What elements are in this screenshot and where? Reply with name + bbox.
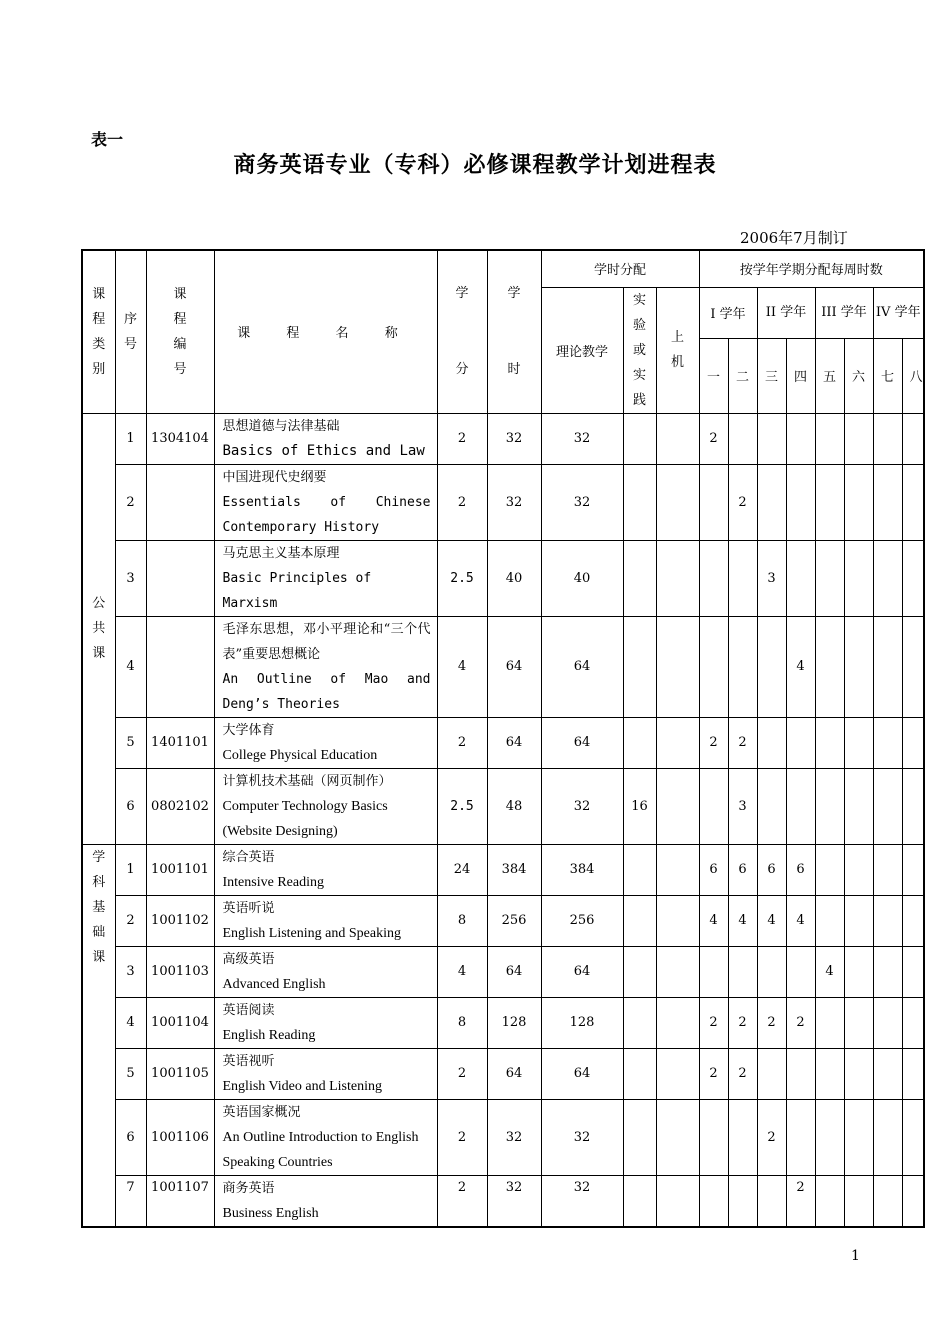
cell-t2: 6 [728,844,757,895]
header-category-text: 课程类别 [92,286,106,377]
cell-practice [623,895,656,946]
page-number: 1 [851,1248,860,1264]
cell-t5 [815,1048,844,1099]
cell-t1 [699,616,728,717]
header-term-4: 四 [786,338,815,413]
cell-t8 [902,540,924,616]
cell-credit: 8 [437,997,487,1048]
cell-t1 [699,1099,728,1175]
cell-t3: 4 [757,895,786,946]
header-computer [656,287,699,413]
cell-t5 [815,717,844,768]
course-name-cn: 思想道德与法律基础 [222,418,340,434]
cell-theory: 128 [541,997,623,1048]
cell-hours: 32 [487,1099,541,1175]
page-title: 商务英语专业（专科）必修课程教学计划进程表 [233,152,717,178]
cell-t3 [757,717,786,768]
cell-credit: 4 [437,616,487,717]
cell-hours: 32 [487,1175,541,1227]
cell-t8 [902,895,924,946]
cell-t3 [757,1175,786,1227]
course-name-cn: 综合英语 [222,849,275,865]
cell-t4 [786,413,815,464]
cell-t4: 4 [786,895,815,946]
cell-theory: 32 [541,768,623,844]
cell-t8 [902,1175,924,1227]
cell-code: 1001101 [146,844,214,895]
cell-computer [656,1175,699,1227]
cell-t2: 2 [728,717,757,768]
cell-t8 [902,1099,924,1175]
table-row [82,1099,924,1175]
header-weekly: 按学年学期分配每周时数 [699,250,924,287]
table-row [82,540,924,616]
table-row [82,413,924,464]
cell-hours: 256 [487,895,541,946]
cell-theory: 32 [541,1099,623,1175]
group-public [82,413,115,844]
cell-t8 [902,616,924,717]
cell-t6 [844,413,873,464]
header-term-2: 二 [728,338,757,413]
cell-theory: 40 [541,540,623,616]
cell-seq: 6 [115,768,146,844]
header-year-3: III 学年 [815,287,873,338]
course-name-en: An Outline of Mao and Deng’s Theories [222,671,431,712]
table-row [82,844,924,895]
cell-seq: 1 [115,413,146,464]
cell-hours: 64 [487,1048,541,1099]
group-label: 公共课 [92,596,106,661]
cell-t2: 2 [728,1048,757,1099]
course-name-en: English Video and Listening [222,1078,382,1094]
cell-t5 [815,895,844,946]
header-term-3: 三 [757,338,786,413]
course-name-cn: 中国进现代史纲要 [222,469,327,485]
cell-t3: 6 [757,844,786,895]
cell-t8 [902,1048,924,1099]
cell-t4 [786,1099,815,1175]
cell-t5 [815,616,844,717]
cell-t4: 4 [786,616,815,717]
header-practice-text: 实验或实践 [632,292,646,408]
cell-computer [656,616,699,717]
course-name-cn: 英语国家概况 [222,1104,301,1120]
cell-course-name [214,895,437,946]
cell-theory: 64 [541,1048,623,1099]
cell-code: 1001102 [146,895,214,946]
group-label: 学科基础课 [92,849,106,965]
header-term-7: 七 [873,338,902,413]
cell-t7 [873,895,902,946]
header-code-text: 课程编号 [173,286,187,377]
cell-t6 [844,616,873,717]
cell-hours: 64 [487,616,541,717]
cell-theory: 64 [541,717,623,768]
course-name-cn: 马克思主义基本原理 [222,545,340,561]
cell-t1: 2 [699,1048,728,1099]
cell-credit: 2 [437,1048,487,1099]
cell-seq: 2 [115,464,146,540]
cell-t1 [699,946,728,997]
table-row [82,997,924,1048]
cell-t4: 2 [786,1175,815,1227]
cell-theory: 32 [541,464,623,540]
cell-practice [623,413,656,464]
course-name-en: English Reading [222,1027,316,1043]
cell-t6 [844,1175,873,1227]
cell-practice [623,1099,656,1175]
cell-computer [656,717,699,768]
cell-code: 1001104 [146,997,214,1048]
cell-credit: 24 [437,844,487,895]
cell-t2 [728,1099,757,1175]
cell-practice [623,464,656,540]
course-name-cn: 商务英语 [222,1180,275,1196]
cell-t6 [844,946,873,997]
course-name-cn: 计算机技术基础（网页制作） [222,773,392,789]
cell-t3 [757,464,786,540]
cell-code [146,464,214,540]
cell-practice [623,1175,656,1227]
course-name-cn: 毛泽东思想，邓小平理论和“三个代表”重要思想概论 [222,621,431,662]
course-name-en: An Outline Introduction to English Speaking Countries [222,1129,419,1170]
cell-t7 [873,413,902,464]
course-name-en: Basics of Ethics and Law [222,442,425,459]
cell-course-name [214,616,437,717]
cell-practice [623,844,656,895]
cell-t6 [844,768,873,844]
header-hours-text: 学时 [507,285,521,377]
cell-t2 [728,1175,757,1227]
group-basic [82,844,115,1227]
cell-seq: 7 [115,1175,146,1227]
cell-t5 [815,1099,844,1175]
cell-t7 [873,768,902,844]
cell-course-name [214,768,437,844]
cell-t1 [699,1175,728,1227]
cell-code [146,540,214,616]
cell-course-name [214,1175,437,1227]
cell-credit: 4 [437,946,487,997]
cell-t6 [844,464,873,540]
table-row [82,895,924,946]
course-name-cn: 大学体育 [222,722,275,738]
cell-t1 [699,768,728,844]
cell-course-name [214,1099,437,1175]
header-name-text: 课 程 名 称 [237,326,414,342]
cell-t7 [873,616,902,717]
table-row [82,717,924,768]
cell-course-name [214,540,437,616]
cell-seq: 3 [115,540,146,616]
cell-t5 [815,413,844,464]
table-row [82,616,924,717]
cell-t2: 4 [728,895,757,946]
header-category [82,250,115,413]
cell-computer [656,413,699,464]
cell-t2: 2 [728,997,757,1048]
table-row [82,464,924,540]
cell-t2: 2 [728,464,757,540]
cell-theory: 256 [541,895,623,946]
cell-t3 [757,616,786,717]
cell-t8 [902,464,924,540]
cell-t7 [873,1048,902,1099]
course-name-en: Computer Technology Basics (Website Designing) [222,798,388,839]
course-name-cn: 高级英语 [222,951,275,967]
cell-credit: 2 [437,717,487,768]
cell-t4 [786,1048,815,1099]
cell-t4: 6 [786,844,815,895]
cell-t7 [873,997,902,1048]
cell-seq: 3 [115,946,146,997]
cell-t4 [786,768,815,844]
cell-t3 [757,413,786,464]
table-row [82,1048,924,1099]
cell-computer [656,1048,699,1099]
cell-t2 [728,540,757,616]
cell-t2: 3 [728,768,757,844]
cell-theory: 32 [541,413,623,464]
header-credit [437,250,487,413]
cell-seq: 5 [115,717,146,768]
cell-course-name [214,717,437,768]
cell-t5 [815,768,844,844]
cell-hours: 40 [487,540,541,616]
cell-t2 [728,946,757,997]
cell-computer [656,1099,699,1175]
header-code [146,250,214,413]
cell-t5 [815,1175,844,1227]
header-term-8: 八 [902,338,924,413]
cell-t7 [873,540,902,616]
header-year-1: I 学年 [699,287,757,338]
cell-t5 [815,540,844,616]
cell-t8 [902,413,924,464]
cell-theory: 64 [541,616,623,717]
course-name-en: Basic Principles of Marxism [222,570,372,611]
header-term-1: 一 [699,338,728,413]
cell-t3 [757,946,786,997]
cell-t7 [873,717,902,768]
cell-course-name [214,844,437,895]
header-term-5: 五 [815,338,844,413]
cell-t6 [844,895,873,946]
cell-t5 [815,464,844,540]
cell-hours: 384 [487,844,541,895]
cell-t1 [699,464,728,540]
cell-t3: 2 [757,997,786,1048]
cell-credit: 2 [437,1175,487,1227]
cell-credit: 2.5 [437,540,487,616]
course-name-en: Advanced English [222,976,326,992]
cell-t5: 4 [815,946,844,997]
header-credit-text: 学分 [455,285,469,377]
cell-course-name [214,946,437,997]
cell-seq: 2 [115,895,146,946]
header-seq [115,250,146,413]
cell-t3 [757,1048,786,1099]
cell-t1: 6 [699,844,728,895]
cell-t1: 2 [699,717,728,768]
cell-t7 [873,1175,902,1227]
cell-t8 [902,997,924,1048]
header-seq-text: 序号 [123,311,137,352]
cell-seq: 5 [115,1048,146,1099]
cell-t8 [902,946,924,997]
course-name-en: English Listening and Speaking [222,925,401,941]
header-name [214,250,437,413]
cell-practice [623,540,656,616]
cell-t6 [844,997,873,1048]
course-name-cn: 英语视听 [222,1053,275,1069]
cell-seq: 6 [115,1099,146,1175]
course-name-cn: 英语阅读 [222,1002,275,1018]
cell-t7 [873,844,902,895]
course-name-en: Intensive Reading [222,874,324,890]
table-row [82,946,924,997]
cell-computer [656,768,699,844]
cell-computer [656,844,699,895]
cell-hours: 32 [487,413,541,464]
cell-computer [656,540,699,616]
cell-t7 [873,1099,902,1175]
cell-t1 [699,540,728,616]
cell-credit: 2 [437,464,487,540]
cell-seq: 1 [115,844,146,895]
cell-t6 [844,844,873,895]
cell-hours: 64 [487,717,541,768]
cell-t6 [844,717,873,768]
cell-t1: 2 [699,997,728,1048]
cell-practice: 16 [623,768,656,844]
cell-t4 [786,464,815,540]
cell-practice [623,946,656,997]
cell-t4: 2 [786,997,815,1048]
cell-theory: 32 [541,1175,623,1227]
header-practice [623,287,656,413]
header-year-4: IV 学年 [873,287,924,338]
cell-code: 1401101 [146,717,214,768]
cell-hours: 48 [487,768,541,844]
cell-seq: 4 [115,616,146,717]
cell-t7 [873,464,902,540]
cell-t1: 2 [699,413,728,464]
cell-t4 [786,717,815,768]
cell-computer [656,895,699,946]
cell-t3: 3 [757,540,786,616]
course-name-en: Essentials of Chinese Contemporary History [222,494,431,535]
cell-theory: 64 [541,946,623,997]
cell-t1: 4 [699,895,728,946]
course-name-en: College Physical Education [222,747,378,763]
cell-code: 1001103 [146,946,214,997]
table-label: 表一 [91,130,124,149]
cell-course-name [214,413,437,464]
cell-t5 [815,997,844,1048]
header-computer-text: 上机 [670,330,684,370]
cell-hours: 32 [487,464,541,540]
cell-t4 [786,946,815,997]
table-row [82,1175,924,1227]
cell-t4 [786,540,815,616]
cell-hours: 128 [487,997,541,1048]
cell-t7 [873,946,902,997]
cell-t8 [902,844,924,895]
header-term-6: 六 [844,338,873,413]
cell-practice [623,717,656,768]
cell-t6 [844,1099,873,1175]
cell-credit: 2 [437,1099,487,1175]
cell-practice [623,616,656,717]
cell-credit: 2.5 [437,768,487,844]
cell-computer [656,997,699,1048]
cell-seq: 4 [115,997,146,1048]
cell-t5 [815,844,844,895]
cell-computer [656,464,699,540]
cell-code [146,616,214,717]
course-name-en: Business English [222,1205,319,1221]
cell-t2 [728,616,757,717]
cell-code: 1001106 [146,1099,214,1175]
cell-course-name [214,1048,437,1099]
cell-t6 [844,1048,873,1099]
revision-date: 2006年7月制订 [740,229,848,247]
cell-t8 [902,717,924,768]
cell-code: 1304104 [146,413,214,464]
cell-course-name [214,464,437,540]
cell-t2 [728,413,757,464]
header-year-2: II 学年 [757,287,815,338]
course-plan-table [81,249,925,1228]
cell-course-name [214,997,437,1048]
cell-code: 1001107 [146,1175,214,1227]
cell-code: 1001105 [146,1048,214,1099]
header-alloc: 学时分配 [541,250,699,287]
cell-credit: 2 [437,413,487,464]
cell-t6 [844,540,873,616]
cell-computer [656,946,699,997]
cell-t8 [902,768,924,844]
cell-t3 [757,768,786,844]
table-row [82,768,924,844]
cell-practice [623,997,656,1048]
cell-theory: 384 [541,844,623,895]
cell-t3: 2 [757,1099,786,1175]
cell-hours: 64 [487,946,541,997]
header-theory: 理论教学 [541,287,623,413]
cell-credit: 8 [437,895,487,946]
cell-code: 0802102 [146,768,214,844]
header-hours [487,250,541,413]
cell-practice [623,1048,656,1099]
course-name-cn: 英语听说 [222,900,275,916]
